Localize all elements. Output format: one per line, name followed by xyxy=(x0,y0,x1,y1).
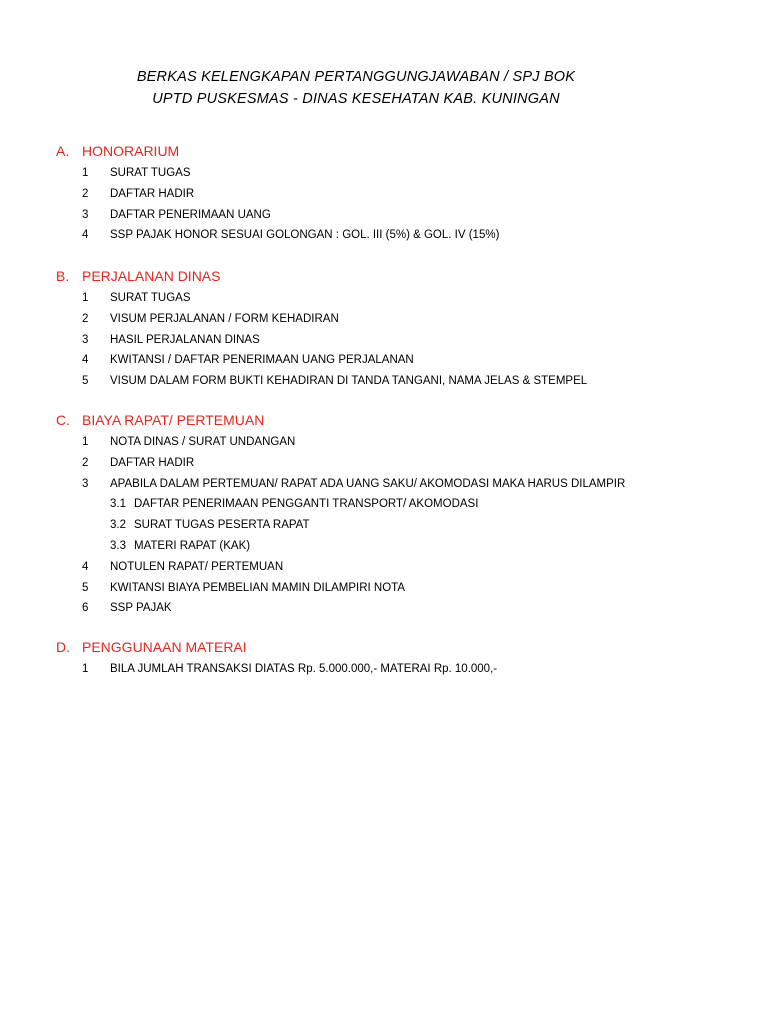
section-letter: C. xyxy=(56,412,70,428)
section-letter: B. xyxy=(56,268,70,284)
title-line-2: UPTD PUSKESMAS - DINAS KESEHATAN KAB. KUNINGAN xyxy=(152,91,560,107)
item-number: 1 xyxy=(82,663,89,675)
sub-item-number: 3.1 xyxy=(110,498,126,511)
list-item xyxy=(0,225,768,246)
item-text: DAFTAR HADIR xyxy=(110,187,195,200)
item-list xyxy=(0,163,768,246)
list-item xyxy=(0,578,768,599)
item-number: 6 xyxy=(82,602,89,615)
sub-item-text: MATERI RAPAT (KAK) xyxy=(134,539,251,552)
item-number: 2 xyxy=(82,187,89,200)
item-list xyxy=(0,288,768,392)
list-item xyxy=(0,659,768,680)
item-number: 1 xyxy=(82,167,89,179)
section-letter: A. xyxy=(56,143,70,159)
sub-item-text: DAFTAR PENERIMAAN PENGGANTI TRANSPORT/ AKOMODASI xyxy=(134,498,479,511)
list-item xyxy=(0,432,768,453)
document-title xyxy=(0,66,712,110)
item-text: APABILA DALAM PERTEMUAN/ RAPAT ADA UANG SAKU/ AKOMODASI MAKA HARUS DILAMPIR xyxy=(110,477,626,490)
item-text: BILA JUMLAH TRANSAKSI DIATAS Rp. 5.000.000,- MATERAI Rp. 10.000,- xyxy=(110,663,498,675)
item-text: SURAT TUGAS xyxy=(110,292,191,304)
sub-item-number: 3.2 xyxy=(110,519,126,532)
item-text: SSP PAJAK xyxy=(110,602,172,615)
section-perjalanan-dinas xyxy=(0,265,768,392)
sub-list-item xyxy=(0,515,768,536)
list-item xyxy=(0,184,768,205)
section-penggunaan-materai xyxy=(0,636,768,680)
sub-list-item xyxy=(0,536,768,557)
section-heading xyxy=(0,636,768,658)
item-text: VISUM DALAM FORM BUKTI KEHADIRAN DI TANDA TANGANI, NAMA JELAS & STEMPEL xyxy=(110,375,588,388)
item-text: KWITANSI BIAYA PEMBELIAN MAMIN DILAMPIRI NOTA xyxy=(110,581,406,594)
item-text: SSP PAJAK HONOR SESUAI GOLONGAN : GOL. III (5%) & GOL. IV (15%) xyxy=(110,229,500,242)
item-number: 3 xyxy=(82,477,89,490)
item-number: 4 xyxy=(82,354,89,367)
item-text: SURAT TUGAS xyxy=(110,167,191,179)
section-title: PERJALANAN DINAS xyxy=(82,268,221,284)
item-text: KWITANSI / DAFTAR PENERIMAAN UANG PERJALANAN xyxy=(110,354,414,367)
item-text: NOTULEN RAPAT/ PERTEMUAN xyxy=(110,560,284,573)
section-honorarium xyxy=(0,140,768,246)
section-biaya-rapat xyxy=(0,409,768,619)
item-text: DAFTAR HADIR xyxy=(110,456,195,469)
list-item xyxy=(0,330,768,351)
item-list xyxy=(0,432,768,619)
list-item xyxy=(0,288,768,309)
item-number: 5 xyxy=(82,581,89,594)
item-text: DAFTAR PENERIMAAN UANG xyxy=(110,208,271,221)
sub-item-number: 3.3 xyxy=(110,539,126,552)
list-item xyxy=(0,371,768,392)
item-text: NOTA DINAS / SURAT UNDANGAN xyxy=(110,436,296,448)
list-item xyxy=(0,163,768,184)
list-item xyxy=(0,453,768,474)
section-title: PENGGUNAAN MATERAI xyxy=(82,639,247,655)
item-number: 2 xyxy=(82,456,89,469)
list-item xyxy=(0,557,768,578)
section-title: BIAYA RAPAT/ PERTEMUAN xyxy=(82,412,265,428)
title-line-1: BERKAS KELENGKAPAN PERTANGGUNGJAWABAN / SPJ BOK xyxy=(136,69,576,85)
section-heading xyxy=(0,265,768,287)
item-text: HASIL PERJALANAN DINAS xyxy=(110,333,260,346)
item-number: 5 xyxy=(82,375,89,388)
item-number: 4 xyxy=(82,229,89,242)
list-item xyxy=(0,309,768,330)
item-number: 3 xyxy=(82,333,89,346)
section-letter: D. xyxy=(56,639,70,655)
item-number: 4 xyxy=(82,560,89,573)
list-item xyxy=(0,205,768,226)
item-number: 2 xyxy=(82,312,89,325)
item-number: 1 xyxy=(82,436,89,448)
section-title: HONORARIUM xyxy=(82,143,180,159)
item-number: 3 xyxy=(82,208,89,221)
sub-list-item xyxy=(0,494,768,515)
section-heading xyxy=(0,140,768,162)
sub-item-text: SURAT TUGAS PESERTA RAPAT xyxy=(134,519,310,532)
list-item xyxy=(0,598,768,619)
item-number: 1 xyxy=(82,292,89,304)
item-list xyxy=(0,659,768,680)
section-heading xyxy=(0,409,768,431)
list-item xyxy=(0,350,768,371)
item-text: VISUM PERJALANAN / FORM KEHADIRAN xyxy=(110,312,339,325)
list-item xyxy=(0,474,768,495)
